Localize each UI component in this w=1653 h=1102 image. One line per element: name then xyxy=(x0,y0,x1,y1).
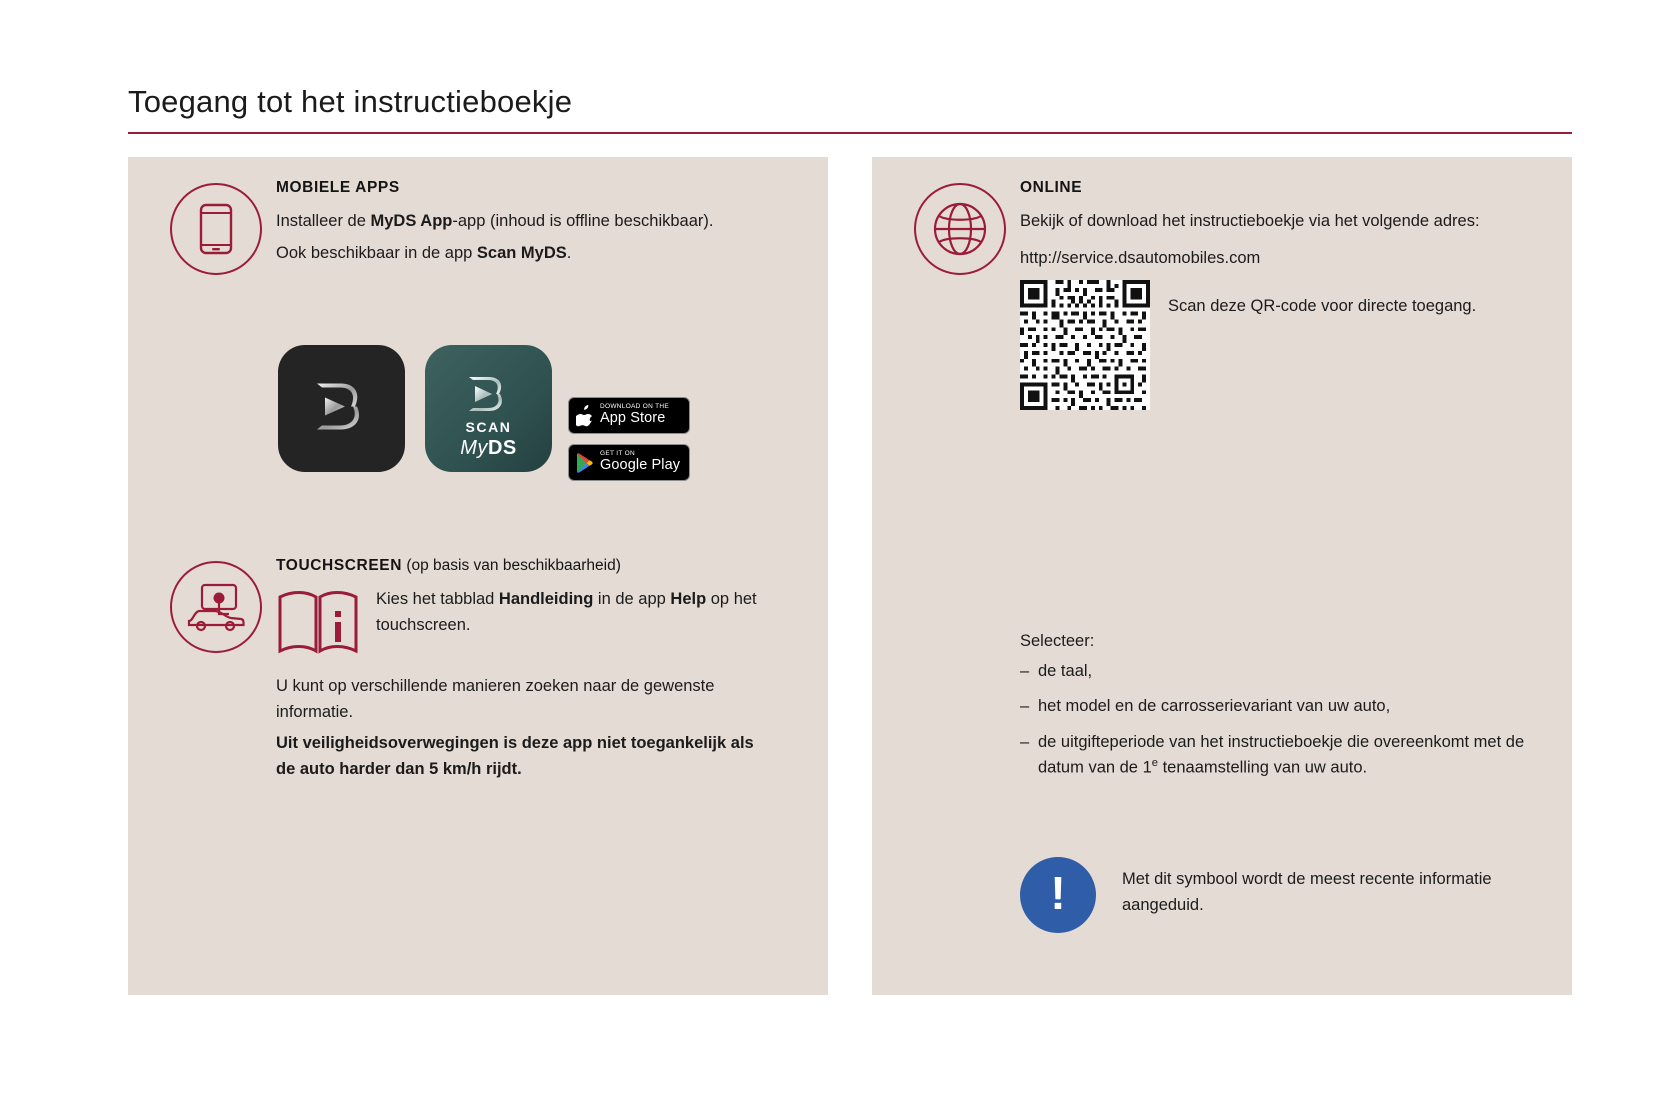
google-play-icon xyxy=(576,453,594,473)
content-columns xyxy=(128,157,1572,995)
title-block xyxy=(128,84,1572,134)
mobile-apps-heading: MOBIELE APPS xyxy=(276,179,400,196)
qr-code xyxy=(1020,280,1150,410)
mobile-apps-text xyxy=(276,179,776,275)
google-play-badge-text xyxy=(600,451,680,473)
select-item-period xyxy=(1020,730,1540,782)
select-item-period-part2: tenaamstelling van uw auto. xyxy=(1158,758,1368,777)
app-store-small-text: DOWNLOAD ON THE xyxy=(600,403,670,411)
manual-book-icon xyxy=(276,589,360,664)
touchscreen-line1-part2: in de app xyxy=(593,590,671,608)
touchscreen-line1-part1: Kies het tabblad xyxy=(376,590,499,608)
select-item-period-part1: de uitgifteperiode van het instructieboekje die overeenkomt met de datum van de 1 xyxy=(1038,732,1525,777)
touchscreen-paragraph-2: U kunt op verschillende manieren zoeken naar de gewenste informatie. xyxy=(276,677,715,721)
mobile-apps-line-1 xyxy=(276,209,776,235)
smartphone-icon xyxy=(170,183,262,275)
app-store-big-text: App Store xyxy=(600,410,666,427)
mobile-apps-line-2 xyxy=(276,241,776,267)
touchscreen-line-1 xyxy=(376,587,776,638)
touchscreen-manual-row xyxy=(276,587,776,664)
select-item-model: – het model en de carrosserievariant van uw auto, xyxy=(1020,694,1540,720)
online-heading: ONLINE xyxy=(1020,179,1083,196)
touchscreen-heading-bold: TOUCHSCREEN xyxy=(276,557,403,574)
google-play-badge[interactable] xyxy=(568,444,690,481)
google-play-small-text: GET IT ON xyxy=(600,450,635,458)
select-item-period-sup: e xyxy=(1151,757,1158,770)
scan-myds-tile-label xyxy=(425,419,552,460)
select-label: Selecteer: xyxy=(1020,632,1095,650)
scan-label-my: My xyxy=(460,437,488,459)
ds-logo-icon xyxy=(311,375,373,442)
note-text: Met dit symbool wordt de meest recente informatie aangeduid. xyxy=(1122,870,1492,914)
touchscreen-heading-rest: (op basis van beschikbaarheid) xyxy=(402,557,621,574)
scan-myds-app-tile[interactable] xyxy=(425,345,552,472)
touchscreen-icon-column xyxy=(156,557,276,788)
exclamation-glyph: ! xyxy=(1050,867,1066,919)
touchscreen-safety-note: Uit veiligheidsoverwegingen is deze app niet toegankelijk als de auto harder dan 5 km/h rijdt. xyxy=(276,734,754,778)
ds-logo-icon-scan xyxy=(465,373,513,420)
globe-icon xyxy=(914,183,1006,275)
scan-label-ds: DS xyxy=(487,437,517,459)
mobile-apps-line2-bold: Scan MyDS xyxy=(476,243,567,262)
scan-label-line2 xyxy=(425,437,552,460)
online-url[interactable]: http://service.dsautomobiles.com xyxy=(1020,248,1261,267)
app-badges-group xyxy=(278,345,690,481)
store-badges xyxy=(568,345,690,481)
mobile-apps-line1-suffix: -app (inhoud is offline beschikbaar). xyxy=(452,212,714,230)
note-block xyxy=(1020,857,1550,933)
mobile-apps-line1-bold: MyDS App xyxy=(370,212,453,230)
myds-app-tile[interactable] xyxy=(278,345,405,472)
qr-caption: Scan deze QR-code voor directe toegang. xyxy=(1168,296,1477,315)
select-item-language: – de taal, xyxy=(1020,659,1540,685)
car-touchscreen-icon xyxy=(170,561,262,653)
apple-icon xyxy=(576,405,594,427)
app-store-badge-text xyxy=(600,404,669,426)
mobile-apps-line2-prefix: Ook beschikbaar in de app xyxy=(276,243,477,262)
touchscreen-heading xyxy=(276,557,776,575)
select-list xyxy=(1020,629,1540,791)
left-panel xyxy=(128,157,828,995)
title-divider xyxy=(128,132,1572,134)
touchscreen-line1-part3: op het touchscreen. xyxy=(376,590,757,634)
mobile-apps-block xyxy=(156,179,816,275)
online-icon-column xyxy=(900,179,1020,410)
app-store-badge[interactable] xyxy=(568,397,690,434)
touchscreen-text xyxy=(276,557,776,788)
mobile-apps-icon-column xyxy=(156,179,276,275)
touchscreen-block xyxy=(156,557,816,788)
touchscreen-line1-bold2: Help xyxy=(670,590,707,608)
page-title: Toegang tot het instructieboekje xyxy=(128,84,573,119)
mobile-apps-line2-suffix: . xyxy=(566,243,572,262)
online-block xyxy=(900,179,1560,410)
mobile-apps-line1-prefix: Installeer de xyxy=(276,212,371,230)
google-play-big-text: Google Play xyxy=(600,457,681,474)
qr-row xyxy=(1020,280,1520,410)
online-text xyxy=(1020,179,1520,410)
exclamation-icon xyxy=(1020,857,1096,933)
right-panel xyxy=(872,157,1572,995)
touchscreen-line1-bold1: Handleiding xyxy=(498,590,594,608)
scan-label-line1: SCAN xyxy=(465,419,512,435)
online-intro: Bekijk of download het instructieboekje via het volgende adres: xyxy=(1020,212,1480,230)
